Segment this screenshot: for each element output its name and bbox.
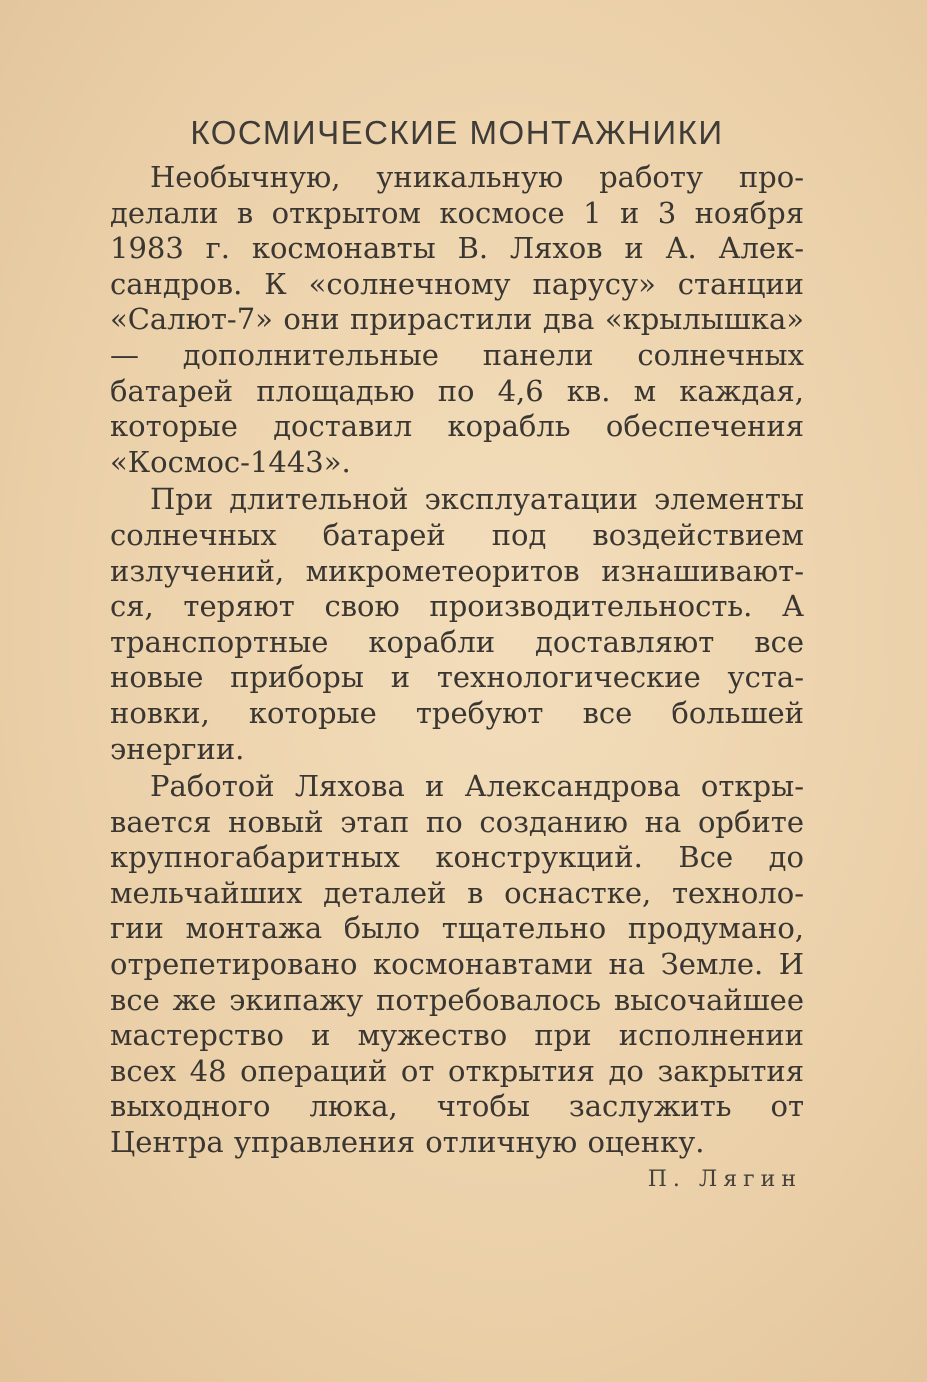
author-signature: П. Лягин: [647, 1166, 802, 1192]
page: [110, 108, 804, 1308]
article-title: КОСМИЧЕСКИЕ МОНТАЖНИКИ: [190, 114, 724, 151]
paragraph-1: Необычную, уникальную работу проделали в открытом космосе 1 и 3 ноября 1983 г. космонавты В. Ляхов и А. Александров. К «солнечному парусу» станции «Салют-7» они прирастили два «крылышка» — дополнительные панели солнечных батарей площадью по 4,6 кв. м каждая, которые доставил корабль обеспечения «Космос-1443».: [110, 160, 804, 479]
paragraph-3: Работой Ляхова и Александрова открывается новый этап по созданию на орбите крупногабаритных конструкций. Все до мельчайших деталей в оснастке, технологии монтажа было тщательно продумано, отрепетировано космонавтами на Земле. И все же экипажу потребовалось высочайшее мастерство и мужество при исполнении всех 48 операций от открытия до закрытия выходного люка, чтобы заслужить от Центра управления отличную оценку.: [110, 769, 804, 1160]
paragraph-2: При длительной эксплуатации элементы солнечных батарей под воздействием излучений, микрометеоритов изнашиваются, теряют свою производительность. А транспортные корабли доставляют все новые приборы и технологические установки, которые требуют все большей энергии.: [110, 482, 804, 766]
